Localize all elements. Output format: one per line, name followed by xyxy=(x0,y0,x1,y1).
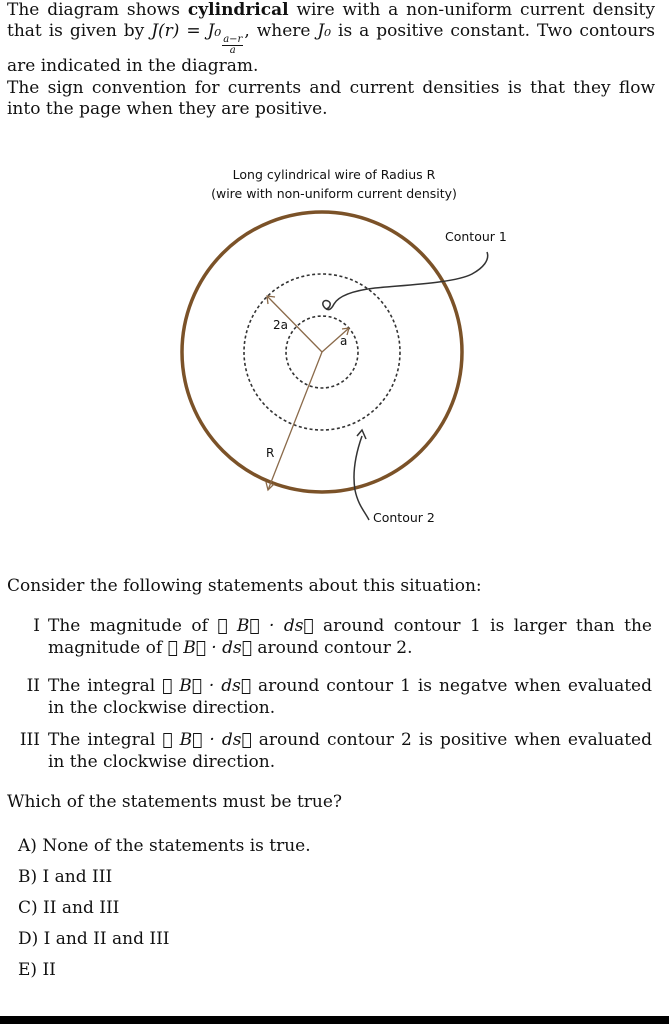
option-text: II xyxy=(42,960,56,980)
label-2a: 2a xyxy=(273,318,288,332)
option-a[interactable] xyxy=(18,835,311,857)
sign-convention: The sign convention for currents and current densities is that they flow into the page when they are positive. xyxy=(7,78,655,119)
option-letter: B) xyxy=(18,867,38,887)
line-integral: ∮ B⃗ · ds⃗ xyxy=(167,638,252,658)
statement-3-numeral: III xyxy=(19,730,40,750)
intro-paragraph xyxy=(7,0,655,77)
line-integral: ∮ B⃗ · ds⃗ xyxy=(217,616,314,636)
diagram-title-line2: (wire with non-uniform current density) xyxy=(211,186,457,201)
intro-bold-word: cylindrical xyxy=(187,0,289,20)
statements-prompt: Consider the following statements about this situation: xyxy=(7,576,482,596)
intro-text-3: , where xyxy=(244,21,318,41)
option-text: I and II and III xyxy=(43,929,170,949)
question-text: Which of the statements must be true? xyxy=(7,792,343,812)
line-integral: ∮ B⃗ · ds⃗ xyxy=(162,730,252,750)
fraction-denominator: a xyxy=(229,45,236,56)
option-text: II and III xyxy=(43,898,120,918)
intro-text-2: wire with a non-uniform current density that is given by xyxy=(7,0,655,41)
fraction-numerator: a−r xyxy=(223,34,243,45)
intro-text-1: The diagram shows xyxy=(7,0,188,20)
option-letter: A) xyxy=(18,836,37,856)
wire-diagram xyxy=(0,150,669,550)
j0-symbol: J₀ xyxy=(317,21,332,41)
contour-2-pointer xyxy=(354,430,369,520)
label-R: R xyxy=(266,446,275,460)
statement-1-numeral: I xyxy=(33,616,40,636)
option-letter: E) xyxy=(18,960,38,980)
option-b[interactable] xyxy=(18,866,112,888)
option-letter: C) xyxy=(18,898,38,918)
current-density-formula: J(r) = J₀ xyxy=(151,21,222,41)
radius-R-arrow xyxy=(266,352,322,490)
formula-fraction xyxy=(222,35,243,56)
contour-1-pointer xyxy=(323,252,488,310)
intro-text-4: is a positive constant. Two contours are indicated in the diagram. xyxy=(7,21,655,76)
statement-2-numeral: II xyxy=(26,676,40,696)
line-integral: ∮ B⃗ · ds⃗ xyxy=(162,676,252,696)
option-d[interactable] xyxy=(18,928,170,950)
contour-2-label: Contour 2 xyxy=(373,510,435,525)
option-text: I and III xyxy=(42,867,113,887)
bottom-bar xyxy=(0,1016,669,1024)
statement-1-text: The magnitude of ∮ B⃗ · ds⃗ around contour 1 is larger than the magnitude of ∮ B⃗ · ds⃗ around contour 2. xyxy=(48,616,652,658)
label-a: a xyxy=(340,334,348,348)
option-c[interactable] xyxy=(18,897,119,919)
contour-1-label: Contour 1 xyxy=(445,229,507,244)
statement-2-text: The integral ∮ B⃗ · ds⃗ around contour 1 is negatve when evaluated in the clockwise direction. xyxy=(48,676,652,718)
option-text: None of the statements is true. xyxy=(42,836,311,856)
statement-3-text: The integral ∮ B⃗ · ds⃗ around contour 2 is positive when evaluated in the clockwise direction. xyxy=(48,730,652,772)
option-letter: D) xyxy=(18,929,39,949)
option-e[interactable] xyxy=(18,959,56,981)
diagram-title-line1: Long cylindrical wire of Radius R xyxy=(232,167,436,182)
